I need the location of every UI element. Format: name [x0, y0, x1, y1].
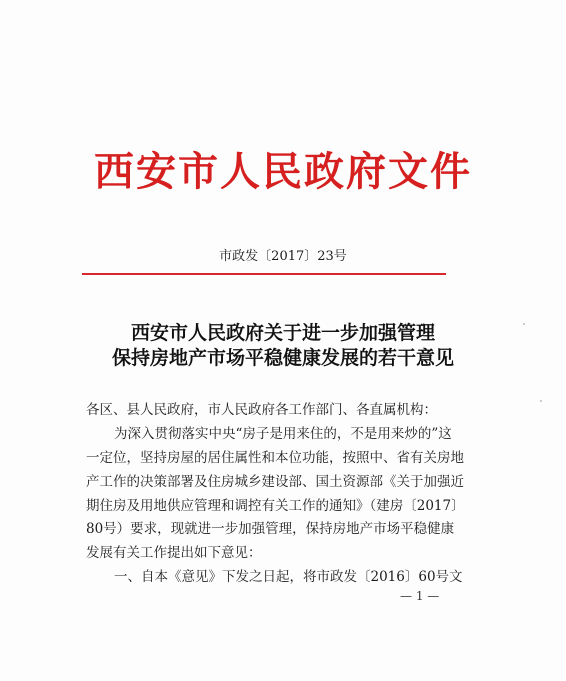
paper-speck — [540, 400, 542, 402]
page-number: — 1 — — [400, 589, 440, 603]
paper-speck — [523, 323, 525, 325]
red-divider-line — [82, 273, 446, 275]
body-line: 期住房及用地供应管理和调控有关工作的通知》（建房〔2017〕 — [86, 498, 465, 514]
document-number: 市政发〔2017〕23号 — [219, 249, 347, 264]
document-title-line-1: 西安市人民政府关于进一步加强管理 — [130, 322, 435, 344]
body-line: 80号）要求，现就进一步加强管理，保持房地产市场平稳健康 — [86, 521, 455, 537]
body-line: 一、自本《意见》下发之日起，将市政发〔2016〕60号文 — [114, 569, 463, 585]
document-title-line-2: 保持房地产市场平稳健康发展的若干意见 — [111, 347, 454, 369]
body-line: 为深入贯彻落实中央“房子是用来住的，不是用来炒的”这 — [114, 426, 452, 442]
body-line: 一定位，坚持房屋的居住属性和本位功能，按照中、省有关房地 — [86, 450, 464, 466]
addressee-line: 各区、县人民政府，市人民政府各工作部门、各直属机构： — [86, 402, 437, 418]
document-masthead: 西安市人民政府文件 — [94, 148, 472, 195]
body-line: 产工作的决策部署及住房城乡建设部、国土资源部《关于加强近 — [86, 474, 464, 490]
body-line: 发展有关工作提出如下意见： — [86, 545, 262, 561]
